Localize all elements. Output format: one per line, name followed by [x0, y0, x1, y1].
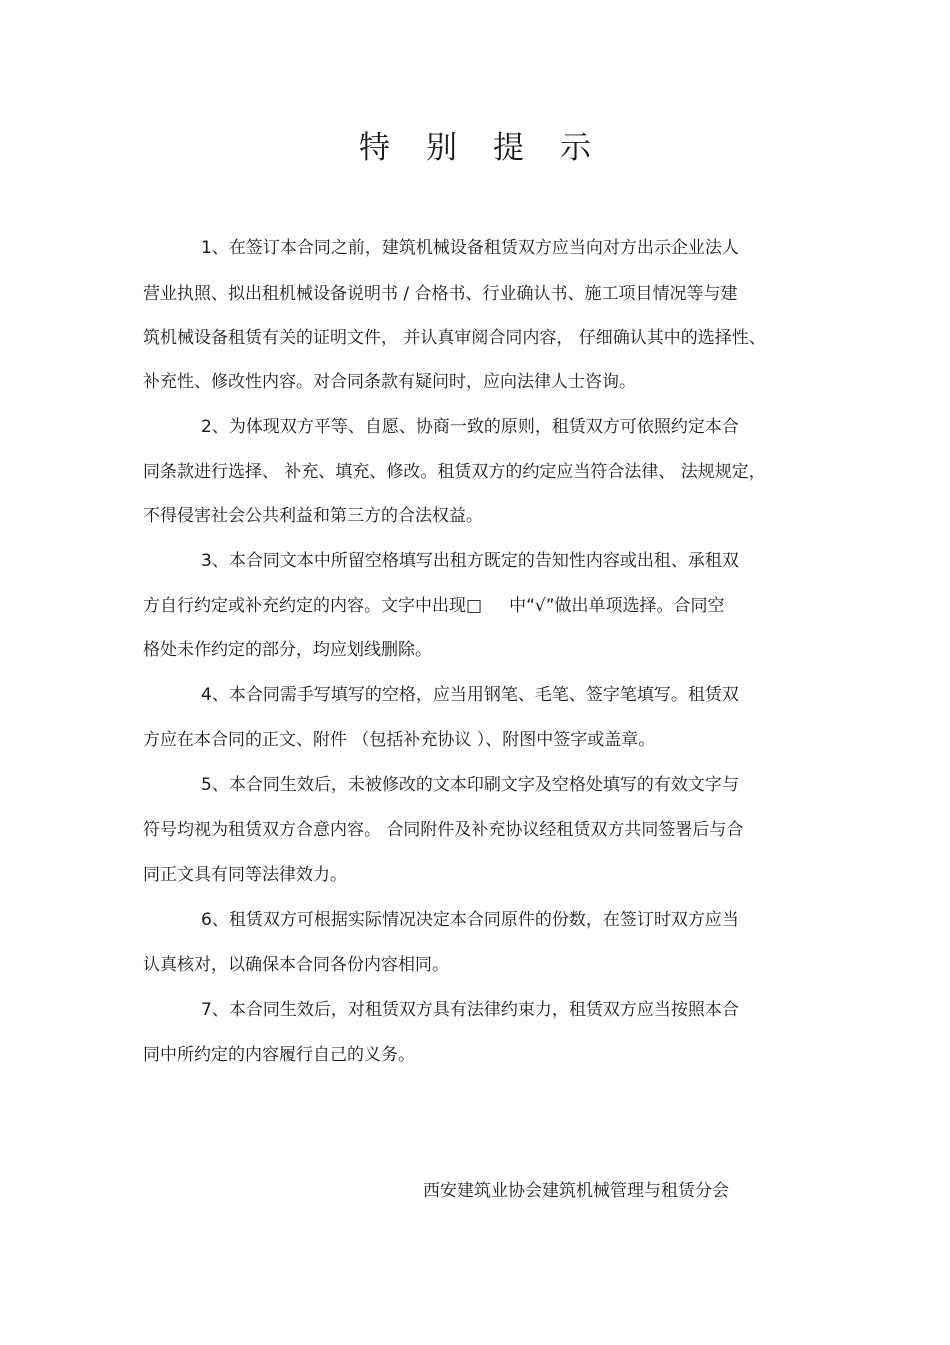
page-title: [0, 122, 950, 167]
paragraph-7-line-2: 同中所约定的内容履行自己的义务。: [143, 1045, 415, 1065]
issuer-signature: 西安建筑业协会建筑机械管理与租赁分会: [423, 1181, 729, 1201]
paragraph-1-line-4: 补充性、修改性内容。对合同条款有疑问时，应向法律人士咨询。: [143, 372, 636, 392]
paragraph-6-line-1: 6、租赁双方可根据实际情况决定本合同原件的份数，在签订时双方应当: [201, 910, 739, 930]
paragraph-5-line-3: 同正文具有同等法律效力。: [143, 865, 347, 885]
paragraph-2-line-3: 不得侵害社会公共利益和第三方的合法权益。: [143, 506, 483, 526]
paragraph-2-line-1: 2、为体现双方平等、自愿、协商一致的原则，租赁双方可依照约定本合: [201, 417, 739, 437]
paragraph-3-line-1: 3、本合同文本中所留空格填写出租方既定的告知性内容或出租、承租双: [201, 551, 739, 571]
paragraph-1-line-1: 1、在签订本合同之前，建筑机械设备租赁双方应当向对方出示企业法人: [201, 238, 739, 258]
paragraph-3-line-3: 格处未作约定的部分，均应划线删除。: [143, 640, 432, 660]
title-char: 提: [493, 130, 524, 166]
title-char: 别: [426, 130, 457, 166]
title-char: 示: [560, 130, 591, 166]
paragraph-5-line-1: 5、本合同生效后，未被修改的文本印刷文字及空格处填写的有效文字与: [201, 775, 739, 795]
paragraph-6-line-2: 认真核对，以确保本合同各份内容相同。: [143, 955, 449, 975]
paragraph-1-line-3: 筑机械设备租赁有关的证明文件， 并认真审阅合同内容， 仔细确认其中的选择性、: [143, 328, 766, 348]
paragraph-4-line-1: 4、本合同需手写填写的空格，应当用钢笔、毛笔、签字笔填写。租赁双: [201, 685, 739, 705]
paragraph-7-line-1: 7、本合同生效后，对租赁双方具有法律约束力，租赁双方应当按照本合: [201, 1000, 739, 1020]
paragraph-2-line-2: 同条款进行选择、 补充、填充、修改。租赁双方的约定应当符合法律、 法规规定，: [143, 462, 766, 482]
title-char: 特: [359, 130, 390, 166]
paragraph-1-line-2: 营业执照、拟出租机械设备说明书 / 合格书、行业确认书、施工项目情况等与建: [143, 284, 738, 304]
paragraph-4-line-2: 方应在本合同的正文、附件 （包括补充协议 ）、附图中签字或盖章。: [143, 730, 656, 750]
paragraph-3-line-2: 方自行约定或补充约定的内容。文字中出现□ 中“√”做出单项选择。合同空: [143, 596, 725, 616]
paragraph-5-line-2: 符号均视为租赁双方合意内容。 合同附件及补充协议经租赁双方共同签署后与合: [143, 820, 744, 840]
